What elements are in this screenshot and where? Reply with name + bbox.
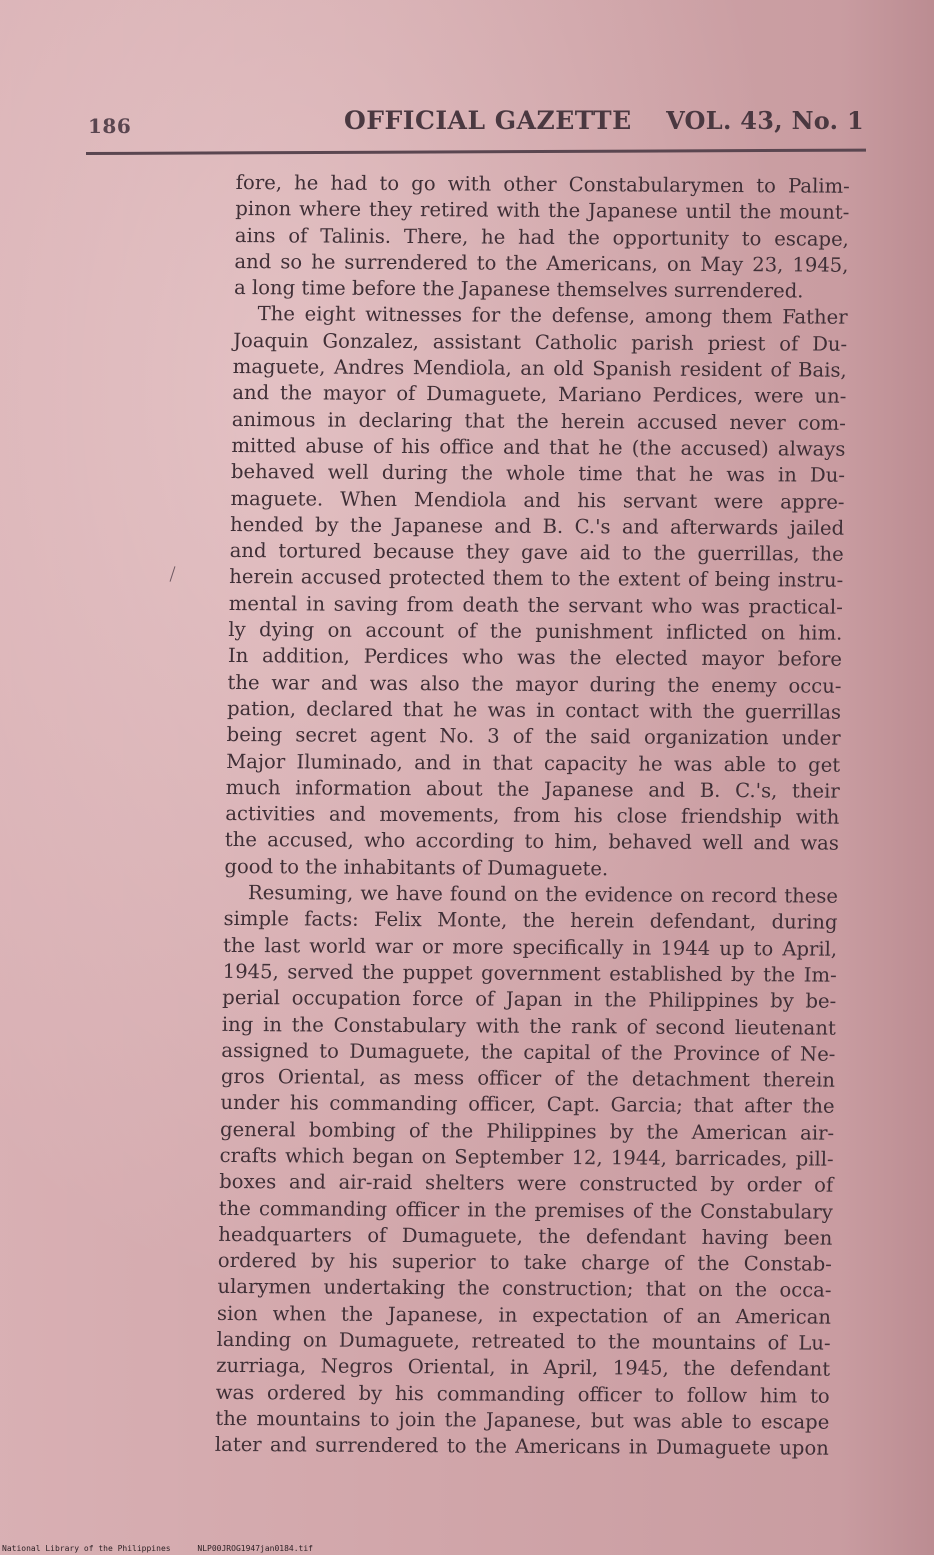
text-line: good to the inhabitants of Dumaguete. (224, 854, 609, 881)
text-line: the mountains to join the Japanese, but was able to escape (215, 1406, 830, 1434)
text-line: the last world war or more specifically in 1944 up to April, (222, 933, 838, 961)
text-line: activities and movements, from his close friendship with (225, 802, 840, 829)
text-line: and the mayor of Dumaguete, Mariano Perdices, were un- (232, 381, 847, 409)
text-line: headquarters of Dumaguete, the defendant having been (218, 1222, 833, 1250)
text-line: later and surrendered to the Americans in Dumaguete upon (214, 1433, 830, 1460)
text-line: The eight witnesses for the defense, among them Father (257, 302, 848, 330)
text-line: much information about the Japanese and B. C.'s, their (225, 775, 840, 803)
text-line: was ordered by his commanding officer to follow him to (215, 1380, 830, 1408)
text-line: ains of Talinis. There, he had the opportunity to escape, (234, 223, 850, 251)
page-header (84, 100, 864, 144)
text-line: the war and was also the mayor during the enemy occu- (227, 670, 842, 698)
text-line: simple facts: Felix Monte, the herein defendant, during (223, 907, 838, 935)
text-line: and so he surrendered to the Americans, on May 23, 1945, (234, 249, 849, 277)
text-line: under his commanding officer, Capt. Garcia; that after the (220, 1091, 835, 1119)
text-line: and tortured because they gave aid to the guerrillas, the (229, 539, 844, 566)
text-line: pinon where they retired with the Japanese until the mount- (235, 197, 850, 225)
text-line: ly dying on account of the punishment inflicted on him. (228, 618, 843, 645)
text-line: zurriaga, Negros Oriental, in April, 1945, the defendant (215, 1354, 831, 1382)
text-line: perial occupation force of Japan in the Philippines by be- (222, 986, 837, 1013)
journal-title: OFFICIAL GAZETTE (344, 106, 632, 135)
text-line: the commanding officer in the premises of the Constabulary (218, 1196, 833, 1224)
library-credit: National Library of the Philippines (2, 1544, 171, 1553)
text-line: Major Iluminado, and in that capacity he was able to get (226, 749, 841, 777)
text-line: ordered by his superior to take charge of the Constab- (217, 1249, 833, 1276)
text-line: maguete. When Mendiola and his servant were appre- (230, 486, 845, 514)
text-line: landing on Dumaguete, retreated to the mountains of Lu- (216, 1327, 831, 1355)
file-identifier: NLP00JROG1947jan0184.tif (197, 1544, 313, 1553)
text-line: behaved well during the whole time that he was in Du- (230, 460, 846, 487)
text-line: the accused, who according to him, behaved well and was (224, 828, 840, 856)
text-line: Joaquin Gonzalez, assistant Catholic parish priest of Du- (232, 328, 848, 356)
text-line: ing in the Constabulary with the rank of second lieutenant (221, 1012, 837, 1040)
text-line: ularymen undertaking the construction; that on the occa- (217, 1275, 832, 1303)
text-line: maguete, Andres Mendiola, an old Spanish resident of Bais, (232, 355, 847, 382)
text-line: mental in saving from death the servant who was practical- (228, 591, 843, 619)
text-line: herein accused protected them to the extent of being instru- (229, 565, 844, 593)
text-line: crafts which began on September 12, 1944, barricades, pill- (219, 1143, 834, 1171)
text-line: boxes and air-raid shelters were constructed by order of (219, 1170, 834, 1197)
text-line: fore, he had to go with other Constabularymen to Palim- (235, 170, 850, 198)
text-line: sion when the Japanese, in expectation of an American (216, 1301, 832, 1329)
article-body (215, 170, 850, 1462)
text-line: being secret agent No. 3 of the said organization under (226, 723, 841, 750)
scan-footer (2, 1544, 313, 1553)
text-line: hended by the Japanese and B. C.'s and afterwards jailed (229, 512, 845, 540)
text-line: animous in declaring that the herein accused never com- (231, 407, 847, 435)
volume-number: VOL. 43, No. 1 (666, 106, 864, 135)
margin-mark (170, 566, 176, 582)
text-line: 1945, served the puppet government established by the Im- (222, 959, 837, 987)
text-line: In addition, Perdices who was the elected mayor before (227, 644, 843, 672)
text-line: gros Oriental, as mess officer of the detachment therein (220, 1065, 836, 1092)
text-line: general bombing of the Philippines by the American air- (219, 1117, 835, 1145)
text-line: assigned to Dumaguete, the capital of the Province of Ne- (221, 1038, 836, 1066)
page-number: 186 (88, 114, 132, 138)
text-line: Resuming, we have found on the evidence on record these (247, 881, 839, 908)
text-line: a long time before the Japanese themselves surrendered. (233, 276, 804, 303)
text-line: mitted abuse of his office and that he (the accused) always (231, 433, 846, 461)
text-line: pation, declared that he was in contact with the guerrillas (226, 696, 842, 724)
header-rule (86, 149, 866, 155)
